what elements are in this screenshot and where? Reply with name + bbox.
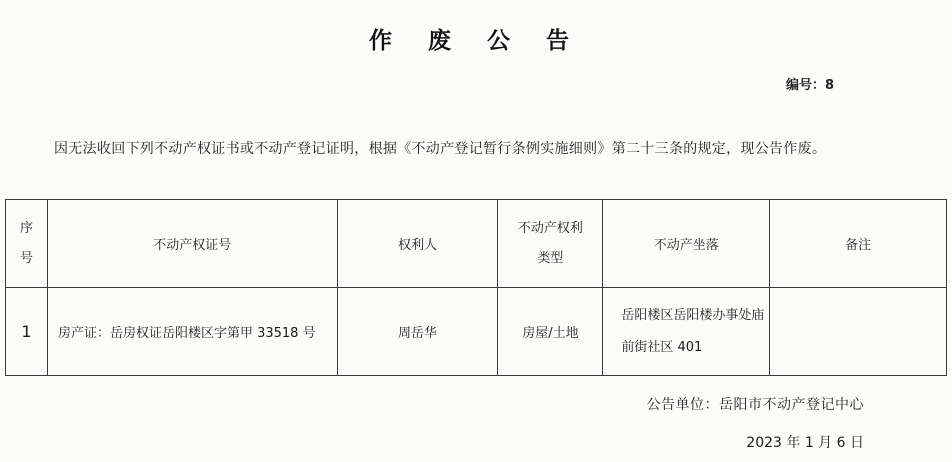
header-seq xyxy=(6,200,48,288)
header-cert: 不动产权证号 xyxy=(47,200,337,288)
header-seq-line1: 序 xyxy=(19,220,33,236)
issuing-unit: 公告单位：岳阳市不动产登记中心 xyxy=(646,397,864,413)
cell-location-line1: 岳阳楼区岳阳楼办事处庙 xyxy=(621,307,765,323)
cell-seq: 1 xyxy=(6,288,48,376)
header-type-line1: 不动产权利 xyxy=(517,220,583,236)
notice-table xyxy=(5,199,947,376)
cell-remark xyxy=(770,288,947,376)
header-remark: 备注 xyxy=(770,200,947,288)
cell-location xyxy=(603,288,770,376)
header-type xyxy=(498,200,603,288)
header-seq-line2: 号 xyxy=(19,250,33,266)
cell-holder: 周岳华 xyxy=(337,288,498,376)
table-header-row xyxy=(6,200,947,288)
table-row xyxy=(6,288,947,376)
notice-title: 作 废 公 告 xyxy=(368,28,584,54)
header-type-line2: 类型 xyxy=(537,250,564,266)
cell-location-line2: 前街社区 401 xyxy=(621,339,703,355)
document-number: 编号：8 xyxy=(785,78,834,93)
cell-cert: 房产证：岳房权证岳阳楼区字第甲 33518 号 xyxy=(47,288,337,376)
header-location: 不动产坐落 xyxy=(603,200,770,288)
issue-date: 2023 年 1 月 6 日 xyxy=(746,435,864,451)
header-holder: 权利人 xyxy=(337,200,498,288)
notice-body: 因无法收回下列不动产权证书或不动产登记证明，根据《不动产登记暂行条例实施细则》第二十三条的规定，现公告作废。 xyxy=(54,141,827,157)
cell-type: 房屋/土地 xyxy=(498,288,603,376)
